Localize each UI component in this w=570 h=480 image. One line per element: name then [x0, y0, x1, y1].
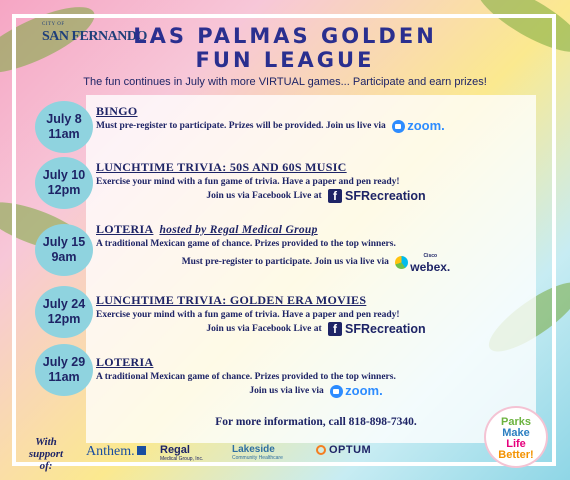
event-join [96, 384, 536, 398]
event-description: Exercise your mind with a fun game of trivia. Have a paper and pen ready! [96, 310, 400, 320]
date-badge [35, 286, 93, 338]
event-item [96, 104, 536, 133]
webex-text [410, 251, 450, 273]
facebook-label: SFRecreation [345, 189, 426, 203]
zoom-logo [392, 119, 445, 133]
event-host: hosted by Regal Medical Group [159, 224, 318, 236]
event-name: LUNCHTIME TRIVIA: GOLDEN ERA MOVIES [96, 293, 367, 307]
event-item [96, 160, 536, 203]
event-name: LOTERIA [96, 355, 154, 369]
event-item [96, 293, 536, 336]
event-time: 12pm [47, 183, 81, 197]
event-join [96, 251, 536, 273]
webex-ball-icon [395, 256, 408, 269]
event-name: LUNCHTIME TRIVIA: 50S AND 60S MUSIC [96, 160, 347, 174]
support-label-line2: support of: [28, 448, 64, 472]
regal-name: Regal [160, 444, 190, 456]
contact-info: For more information, call 818-898-7340. [215, 416, 417, 428]
event-join [96, 189, 536, 203]
badge-word: Life [506, 438, 526, 450]
event-item [96, 222, 536, 273]
event-date: July 8 [46, 112, 82, 126]
event-name: LOTERIA [96, 222, 154, 236]
lakeside-name: Lakeside [232, 444, 275, 455]
event-join-text: Join us via Facebook Live at [206, 324, 322, 335]
zoom-label: zoom. [345, 383, 383, 398]
date-badge [35, 344, 93, 396]
zoom-logo [330, 384, 383, 398]
webex-label: webex. [410, 260, 451, 274]
sponsor-anthem [86, 444, 146, 460]
event-date: July 29 [42, 355, 86, 369]
event-desc-text: Must pre-register to participate. Prizes will be provided. Join us live via [96, 121, 386, 132]
support-label [22, 436, 70, 472]
facebook-link[interactable] [328, 322, 426, 336]
facebook-icon: f [328, 322, 342, 336]
event-time: 11am [48, 127, 80, 141]
event-join [96, 322, 536, 336]
subtitle: The fun continues in July with more VIRTUAL games... Participate and earn prizes! [83, 76, 487, 88]
facebook-icon: f [328, 189, 342, 203]
facebook-label: SFRecreation [345, 322, 426, 336]
page-title-line2: FUN LEAGUE [195, 48, 375, 72]
sponsor-lakeside [232, 444, 283, 461]
event-time: 9am [51, 250, 77, 264]
event-time: 12pm [47, 312, 81, 326]
date-badge [35, 101, 93, 153]
event-item [96, 355, 536, 398]
page-title-line1: LAS PALMAS GOLDEN [133, 24, 437, 48]
parks-make-life-better-badge [484, 406, 548, 468]
date-badge [35, 157, 93, 209]
sponsor-regal [160, 444, 203, 462]
zoom-camera-icon [392, 120, 405, 133]
event-join-text: Join us via Facebook Live at [206, 191, 322, 202]
event-date: July 10 [42, 168, 86, 182]
badge-word: Better! [498, 449, 534, 461]
event-join-text: Join us via live via [249, 386, 324, 397]
webex-logo [395, 251, 450, 273]
event-description [96, 119, 536, 133]
logo-name: SAN FERNANDO [42, 29, 147, 44]
zoom-camera-icon [330, 385, 343, 398]
badge-word: Make [502, 427, 530, 439]
logo-small-text: CITY OF [42, 22, 65, 27]
event-date: July 15 [42, 235, 86, 249]
event-description: A traditional Mexican game of chance. Prizes provided to the top winners. [96, 239, 396, 249]
event-time: 11am [48, 370, 80, 384]
event-name: BINGO [96, 104, 138, 118]
event-description: A traditional Mexican game of chance. Prizes provided to the top winners. [96, 372, 396, 382]
webex-cisco-text: Cisco [423, 253, 438, 259]
optum-name: OPTUM [329, 444, 372, 456]
anthem-cross-icon [137, 446, 146, 455]
date-badge [35, 224, 93, 276]
facebook-link[interactable] [328, 189, 426, 203]
badge-word: Parks [501, 416, 531, 428]
event-date: July 24 [42, 297, 86, 311]
event-name-row [96, 222, 536, 237]
zoom-label: zoom. [407, 118, 445, 133]
lakeside-sub: Community Healthcare [232, 455, 283, 461]
optum-ring-icon [316, 445, 326, 455]
event-join-text: Must pre-register to participate. Join us via live via [181, 257, 389, 268]
event-description: Exercise your mind with a fun game of trivia. Have a paper and pen ready! [96, 177, 400, 187]
regal-sub: Medical Group, Inc. [160, 456, 204, 462]
support-label-line1: With [35, 436, 57, 448]
anthem-name: Anthem. [86, 444, 135, 459]
sponsor-optum [316, 444, 371, 456]
